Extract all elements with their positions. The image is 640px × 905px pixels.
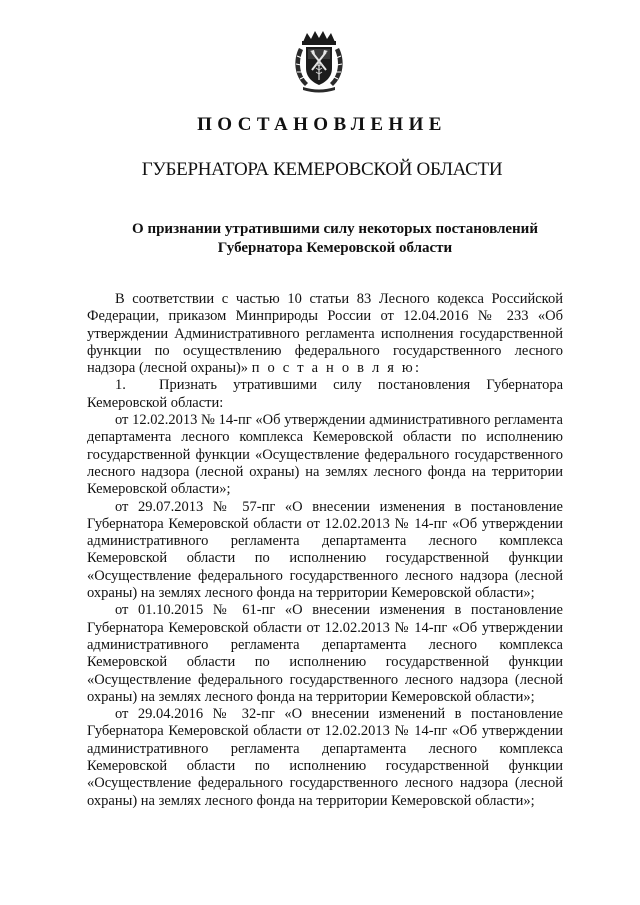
repealed-entry: от 12.02.2013 № 14-пг «Об утверждении административного регламента департамента лесного комплекса Кемеровской области по исполнению государственной функции «Осуществление федерального государственного лесного надзора (лесной охраны) на землях лесного фонда на территории Кемеровской области»;: [87, 412, 563, 498]
preamble-paragraph: [87, 291, 563, 377]
coat-of-arms-icon: [291, 30, 347, 94]
preamble-text: В соответствии с частью 10 статьи 83 Лесного кодекса Российской Федерации, приказом Минприроды России от 12.04.2016 № 233 «Об утверждении Административного регламента исполнения государственной функции по осуществлению федерального государственного лесного надзора (лесной охраны)»: [87, 291, 563, 377]
decree-word: п о с т а н о в л я ю:: [251, 360, 422, 377]
item-1-text: Признать утратившими силу постановления Губернатора Кемеровской области:: [87, 377, 563, 411]
item-1-number: 1.: [115, 377, 126, 394]
repealed-entry: от 29.04.2016 № 32-пг «О внесении изменений в постановление Губернатора Кемеровской области от 12.02.2013 № 14-пг «Об утверждении административного регламента департамента лесного комплекса Кемеровской области по исполнению государственной функции «Осуществление федерального государственного лесного надзора (лесной охраны) на землях лесного фонда на территории Кемеровской области»;: [87, 706, 563, 809]
subject-line-2: Губернатора Кемеровской области: [217, 240, 453, 256]
item-1-paragraph: [87, 377, 563, 412]
document-subject: [0, 220, 640, 258]
issuer-title: ГУБЕРНАТОРА КЕМЕРОВСКОЙ ОБЛАСТИ: [141, 159, 503, 180]
repealed-entry: от 29.07.2013 № 57-пг «О внесении изменения в постановление Губернатора Кемеровской области от 12.02.2013 № 14-пг «Об утверждении административного регламента департамента лесного комплекса Кемеровской области по исполнению государственной функции «Осуществление федерального государственного лесного надзора (лесной охраны) на землях лесного фонда на территории Кемеровской области»;: [87, 498, 563, 602]
subject-line-1: О признании утратившими силу некоторых постановлений: [132, 221, 538, 237]
document-type-title: ПОСТАНОВЛЕНИЕ: [197, 114, 447, 135]
document-body: [87, 291, 563, 810]
repealed-entry: от 01.10.2015 № 61-пг «О внесении изменения в постановление Губернатора Кемеровской области от 12.02.2013 № 14-пг «Об утверждении административного регламента департамента лесного комплекса Кемеровской области по исполнению государственной функции «Осуществление федерального государственного лесного надзора (лесной охраны) на землях лесного фонда на территории Кемеровской области»;: [87, 602, 563, 705]
